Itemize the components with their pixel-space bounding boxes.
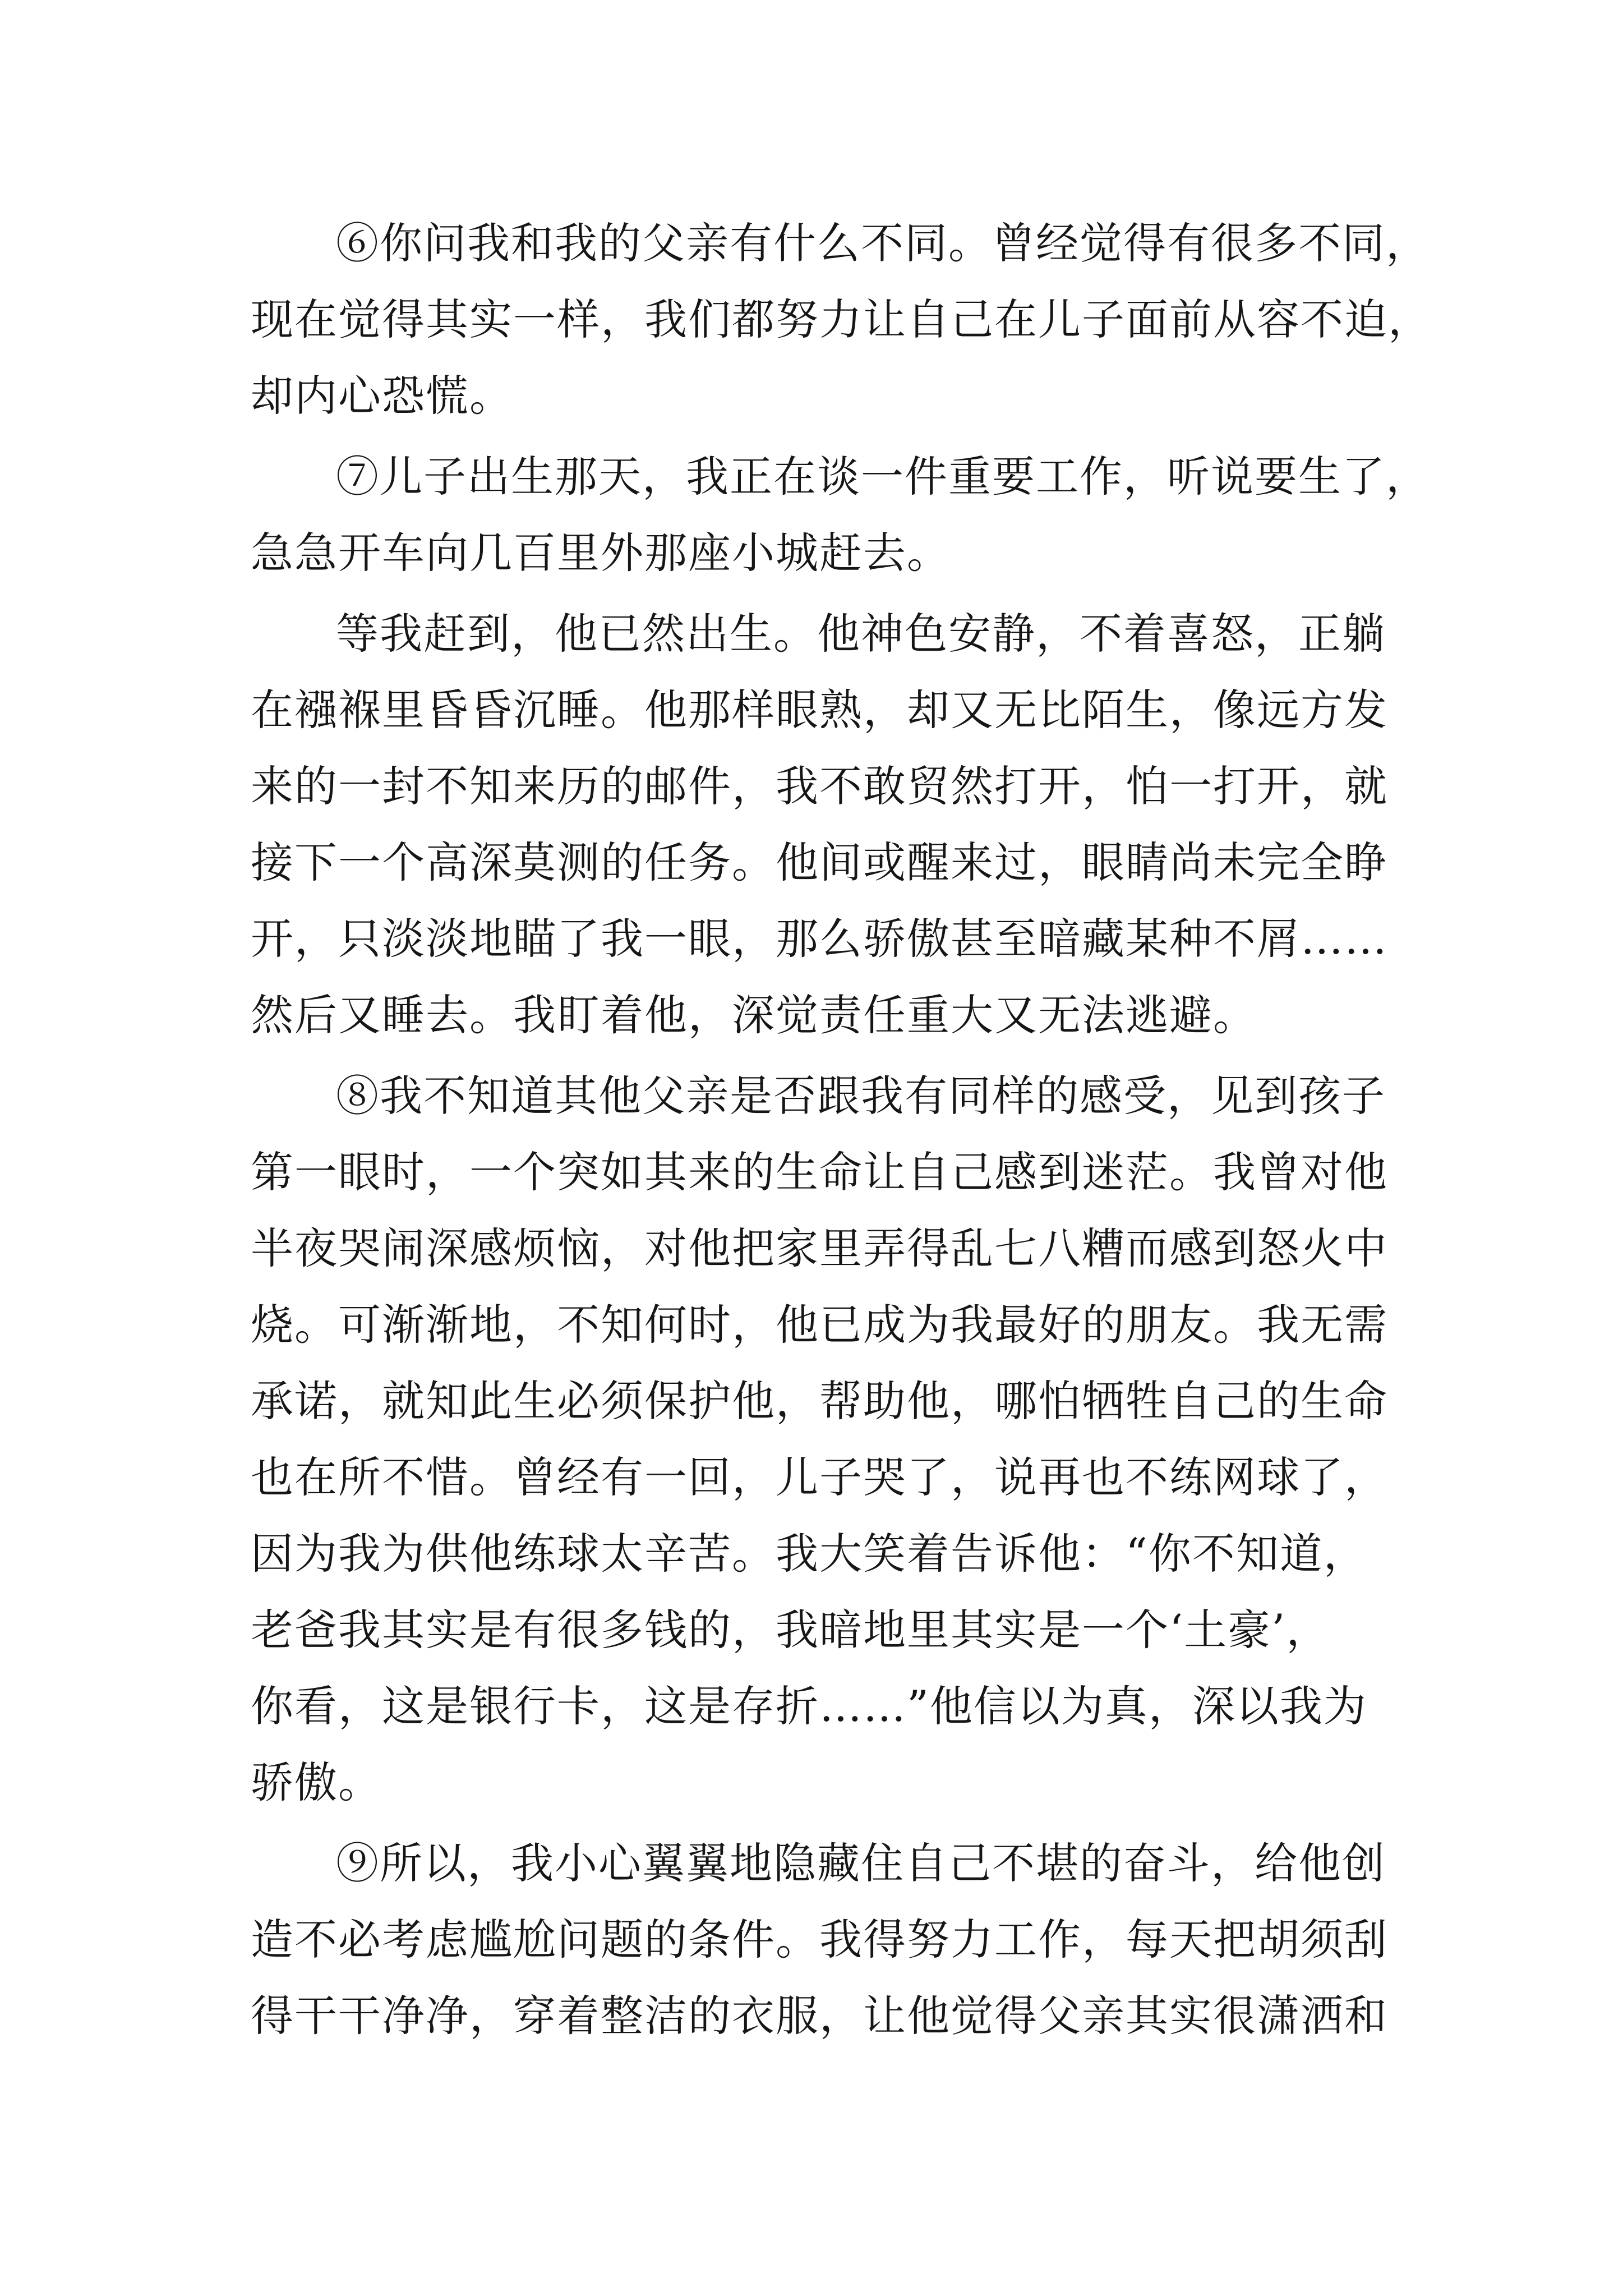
text-line: 然后又睡去。我盯着他，深觉责任重大又无法逃避。 bbox=[251, 990, 1257, 1040]
text-line: 接下一个高深莫测的任务。他间或醒来过，眼睛尚未完全睁 bbox=[251, 838, 1388, 887]
paragraph-9 bbox=[251, 1825, 1541, 2054]
text-line: 第一眼时，一个突如其来的生命让自己感到迷茫。我曾对他 bbox=[251, 1147, 1388, 1197]
text-line: 急急开车向几百里外那座小城赶去。 bbox=[251, 528, 951, 578]
text-line: 等我赶到，他已然出生。他神色安静，不着喜怒，正躺 bbox=[336, 609, 1386, 659]
text-line: 却内心恐慌。 bbox=[251, 371, 513, 421]
paragraph-6 bbox=[251, 205, 1541, 434]
paragraph-7-continued bbox=[251, 596, 1541, 1053]
text-line: 因为我为供他练球太辛苦。我大笑着告诉他：“你不知道， bbox=[251, 1529, 1367, 1579]
paragraph-8 bbox=[251, 1058, 1541, 1821]
text-line: 老爸我其实是有很多钱的，我暗地里其实是一个‘土豪’， bbox=[251, 1605, 1330, 1655]
text-line: 也在所不惜。曾经有一回，儿子哭了，说再也不练网球了， bbox=[251, 1452, 1388, 1502]
text-line: ⑨所以，我小心翼翼地隐藏住自己不堪的奋斗，给他创 bbox=[336, 1838, 1386, 1888]
text-line: 现在觉得其实一样，我们都努力让自己在儿子面前从容不迫， bbox=[251, 295, 1432, 344]
text-line: 得干干净净，穿着整洁的衣服，让他觉得父亲其实很潇洒和 bbox=[251, 1991, 1388, 2041]
text-line: 烧。可渐渐地，不知何时，他已成为我最好的朋友。我无需 bbox=[251, 1300, 1388, 1350]
text-line: 半夜哭闹深感烦恼，对他把家里弄得乱七八糟而感到怒火中 bbox=[251, 1223, 1388, 1273]
text-line: 你看，这是银行卡，这是存折……”他信以为真，深以我为 bbox=[251, 1681, 1367, 1731]
text-line: 开，只淡淡地瞄了我一眼，那么骄傲甚至暗藏某种不屑…… bbox=[251, 914, 1388, 964]
text-line: 承诺，就知此生必须保护他，帮助他，哪怕牺牲自己的生命 bbox=[251, 1376, 1388, 1426]
text-line: ⑧我不知道其他父亲是否跟我有同样的感受，见到孩子 bbox=[336, 1071, 1386, 1121]
text-line: 造不必考虑尴尬问题的条件。我得努力工作，每天把胡须刮 bbox=[251, 1915, 1388, 1964]
document-body bbox=[251, 205, 1541, 2059]
text-line: 在襁褓里昏昏沉睡。他那样眼熟，却又无比陌生，像远方发 bbox=[251, 685, 1388, 735]
text-line: 来的一封不知来历的邮件，我不敢贸然打开，怕一打开，就 bbox=[251, 761, 1388, 811]
text-line: ⑥你问我和我的父亲有什么不同。曾经觉得有很多不同， bbox=[336, 218, 1430, 268]
paragraph-7 bbox=[251, 439, 1541, 591]
text-line: ⑦儿子出生那天，我正在谈一件重要工作，听说要生了， bbox=[336, 452, 1430, 501]
text-line: 骄傲。 bbox=[251, 1757, 382, 1807]
